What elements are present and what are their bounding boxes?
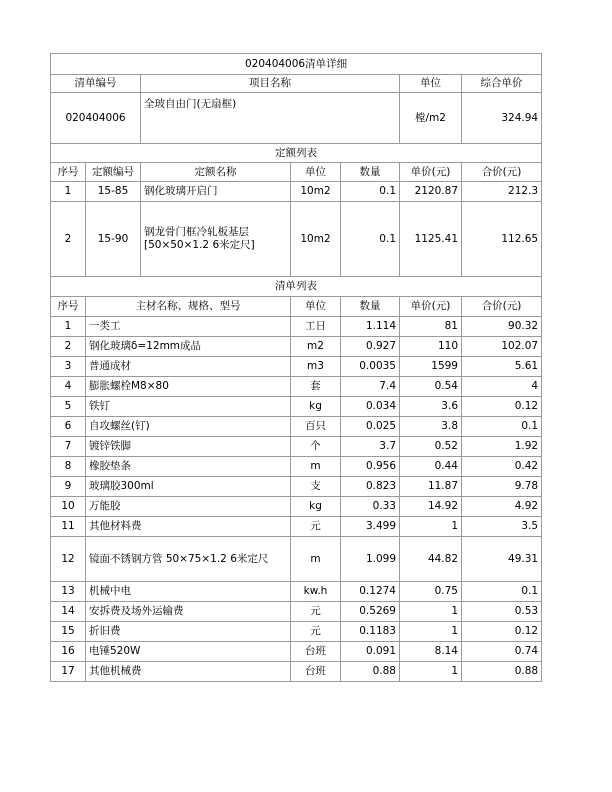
row-no: 7 [51, 437, 86, 457]
row-price: 44.82 [400, 537, 462, 582]
row-name: 橡胶垫条 [86, 457, 291, 477]
row-price: 0.54 [400, 377, 462, 397]
row-price: 1 [400, 602, 462, 622]
row-no: 13 [51, 582, 86, 602]
row-no: 1 [51, 182, 86, 202]
row-unit: 元 [291, 602, 341, 622]
row-no: 3 [51, 357, 86, 377]
row-no: 16 [51, 642, 86, 662]
materials-section-title: 清单列表 [51, 277, 542, 297]
row-no: 6 [51, 417, 86, 437]
row-price: 14.92 [400, 497, 462, 517]
row-name: 镀锌铁脚 [86, 437, 291, 457]
row-total: 0.88 [462, 662, 542, 682]
row-price: 11.87 [400, 477, 462, 497]
row-qty: 0.091 [341, 642, 400, 662]
row-no: 12 [51, 537, 86, 582]
summary-header-unit: 单位 [400, 75, 462, 93]
quota-header-unit: 单位 [291, 163, 341, 182]
summary-header-code: 清单编号 [51, 75, 141, 93]
summary-unit: 樘/m2 [400, 93, 462, 144]
quota-header-no: 序号 [51, 163, 86, 182]
row-price: 0.44 [400, 457, 462, 477]
row-name: 铁钉 [86, 397, 291, 417]
row-unit: m [291, 457, 341, 477]
row-code: 15-85 [86, 182, 141, 202]
row-qty: 1.114 [341, 317, 400, 337]
row-no: 1 [51, 317, 86, 337]
quota-header-qty: 数量 [341, 163, 400, 182]
row-total: 0.53 [462, 602, 542, 622]
row-unit: kw.h [291, 582, 341, 602]
row-qty: 0.927 [341, 337, 400, 357]
row-code: 15-90 [86, 202, 141, 277]
row-name: 玻璃胶300ml [86, 477, 291, 497]
row-qty: 0.0035 [341, 357, 400, 377]
table-row [51, 337, 542, 357]
row-name: 钢化玻璃开启门 [141, 182, 291, 202]
table-row [51, 417, 542, 437]
quota-header-row [51, 163, 542, 182]
table-row [51, 662, 542, 682]
table-row [51, 182, 542, 202]
row-unit: 元 [291, 622, 341, 642]
summary-name: 全玻自由门(无扇框) [141, 93, 400, 144]
row-total: 3.5 [462, 517, 542, 537]
summary-header-price: 综合单价 [462, 75, 542, 93]
summary-header-row [51, 75, 542, 93]
row-name: 一类工 [86, 317, 291, 337]
bill-detail-table [50, 53, 542, 682]
row-total: 9.78 [462, 477, 542, 497]
row-total: 212.3 [462, 182, 542, 202]
row-no: 11 [51, 517, 86, 537]
quota-section-title: 定额列表 [51, 144, 542, 163]
row-qty: 0.034 [341, 397, 400, 417]
table-row [51, 622, 542, 642]
materials-rows [51, 317, 542, 682]
table-row [51, 202, 542, 277]
row-qty: 0.1 [341, 202, 400, 277]
row-price: 1 [400, 517, 462, 537]
row-total: 102.07 [462, 337, 542, 357]
row-no: 4 [51, 377, 86, 397]
table-row [51, 317, 542, 337]
row-name: 自攻螺丝(钉) [86, 417, 291, 437]
table-row [51, 602, 542, 622]
row-no: 2 [51, 337, 86, 357]
row-name: 钢化玻璃δ=12mm成品 [86, 337, 291, 357]
row-qty: 0.823 [341, 477, 400, 497]
materials-header-row [51, 297, 542, 317]
row-unit: kg [291, 397, 341, 417]
row-total: 0.42 [462, 457, 542, 477]
row-total: 4 [462, 377, 542, 397]
row-price: 1125.41 [400, 202, 462, 277]
row-name: 其他材料费 [86, 517, 291, 537]
row-name: 膨胀螺栓M8×80 [86, 377, 291, 397]
row-unit: 台班 [291, 662, 341, 682]
row-price: 81 [400, 317, 462, 337]
row-qty: 7.4 [341, 377, 400, 397]
row-name: 机械中电 [86, 582, 291, 602]
quota-header-name: 定额名称 [141, 163, 291, 182]
table-row [51, 457, 542, 477]
row-qty: 3.7 [341, 437, 400, 457]
row-total: 0.74 [462, 642, 542, 662]
summary-code: 020404006 [51, 93, 141, 144]
row-total: 90.32 [462, 317, 542, 337]
row-qty: 0.1 [341, 182, 400, 202]
row-qty: 0.5269 [341, 602, 400, 622]
row-price: 1599 [400, 357, 462, 377]
row-total: 5.61 [462, 357, 542, 377]
row-qty: 0.33 [341, 497, 400, 517]
row-unit: 套 [291, 377, 341, 397]
row-price: 0.52 [400, 437, 462, 457]
row-total: 4.92 [462, 497, 542, 517]
row-unit: 10m2 [291, 202, 341, 277]
materials-header-qty: 数量 [341, 297, 400, 317]
row-price: 8.14 [400, 642, 462, 662]
table-row [51, 537, 542, 582]
table-row [51, 437, 542, 457]
summary-row [51, 93, 542, 144]
quota-header-total: 合价(元) [462, 163, 542, 182]
row-total: 49.31 [462, 537, 542, 582]
row-unit: 10m2 [291, 182, 341, 202]
sheet-title: 020404006清单详细 [51, 54, 542, 75]
table-row [51, 642, 542, 662]
quota-header-code: 定额编号 [86, 163, 141, 182]
row-name: 折旧费 [86, 622, 291, 642]
row-name: 镜面不锈钢方管 50×75×1.2 6米定尺 [86, 537, 291, 582]
row-qty: 0.88 [341, 662, 400, 682]
materials-header-price: 单价(元) [400, 297, 462, 317]
row-total: 0.12 [462, 397, 542, 417]
table-row [51, 377, 542, 397]
row-no: 8 [51, 457, 86, 477]
row-qty: 0.956 [341, 457, 400, 477]
row-price: 3.8 [400, 417, 462, 437]
row-name: 安拆费及场外运输费 [86, 602, 291, 622]
row-qty: 0.025 [341, 417, 400, 437]
row-unit: 元 [291, 517, 341, 537]
row-total: 1.92 [462, 437, 542, 457]
row-name: 其他机械费 [86, 662, 291, 682]
row-price: 110 [400, 337, 462, 357]
row-unit: 个 [291, 437, 341, 457]
row-total: 0.12 [462, 622, 542, 642]
row-unit: m [291, 537, 341, 582]
row-unit: 支 [291, 477, 341, 497]
table-row [51, 582, 542, 602]
row-qty: 3.499 [341, 517, 400, 537]
row-total: 0.1 [462, 582, 542, 602]
table-row [51, 357, 542, 377]
row-name: 万能胶 [86, 497, 291, 517]
row-total: 112.65 [462, 202, 542, 277]
row-name: 普通成材 [86, 357, 291, 377]
row-no: 17 [51, 662, 86, 682]
row-price: 1 [400, 662, 462, 682]
row-no: 14 [51, 602, 86, 622]
row-price: 3.6 [400, 397, 462, 417]
table-row [51, 397, 542, 417]
table-row [51, 497, 542, 517]
row-qty: 1.099 [341, 537, 400, 582]
row-unit: 工日 [291, 317, 341, 337]
row-no: 15 [51, 622, 86, 642]
row-total: 0.1 [462, 417, 542, 437]
row-price: 2120.87 [400, 182, 462, 202]
materials-header-total: 合价(元) [462, 297, 542, 317]
row-unit: kg [291, 497, 341, 517]
row-no: 2 [51, 202, 86, 277]
materials-header-no: 序号 [51, 297, 86, 317]
quota-header-price: 单价(元) [400, 163, 462, 182]
row-name-line2: [50×50×1.2 6米定尺] [144, 239, 255, 251]
row-price: 1 [400, 622, 462, 642]
row-no: 10 [51, 497, 86, 517]
summary-price: 324.94 [462, 93, 542, 144]
row-no: 9 [51, 477, 86, 497]
row-unit: 台班 [291, 642, 341, 662]
table-row [51, 517, 542, 537]
row-qty: 0.1274 [341, 582, 400, 602]
row-qty: 0.1183 [341, 622, 400, 642]
materials-header-unit: 单位 [291, 297, 341, 317]
row-unit: m3 [291, 357, 341, 377]
row-price: 0.75 [400, 582, 462, 602]
row-name [141, 202, 291, 277]
summary-header-name: 项目名称 [141, 75, 400, 93]
row-unit: m2 [291, 337, 341, 357]
row-unit: 百只 [291, 417, 341, 437]
row-no: 5 [51, 397, 86, 417]
row-name-line1: 钢龙骨门框冷轧板基层 [144, 226, 249, 238]
materials-header-name: 主材名称、规格、型号 [86, 297, 291, 317]
row-name: 电锤520W [86, 642, 291, 662]
table-row [51, 477, 542, 497]
